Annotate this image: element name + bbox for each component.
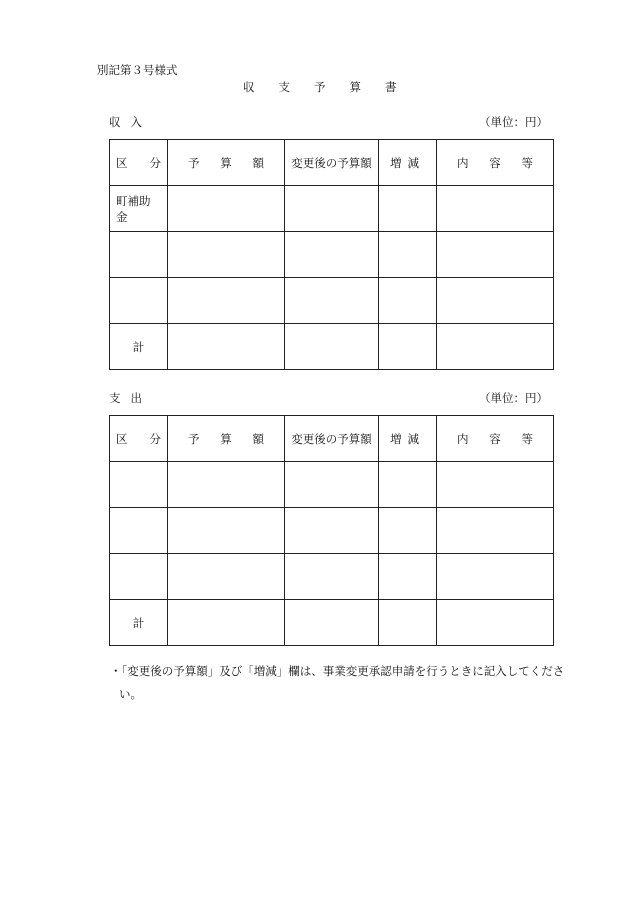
column-header-text: 内 容 等	[457, 155, 533, 170]
table-cell[interactable]	[285, 232, 379, 278]
column-header	[168, 416, 285, 462]
table-cell[interactable]	[379, 186, 437, 232]
income-table	[109, 139, 554, 370]
column-header-text: 内 容 等	[457, 431, 533, 446]
table-cell[interactable]	[437, 554, 554, 600]
table-row	[110, 462, 554, 508]
table-row	[110, 508, 554, 554]
table-cell[interactable]	[437, 278, 554, 324]
column-header	[437, 416, 554, 462]
table-row	[110, 232, 554, 278]
table-cell[interactable]	[110, 232, 168, 278]
column-header	[110, 416, 168, 462]
column-header	[437, 140, 554, 186]
table-cell[interactable]	[379, 508, 437, 554]
table-header-row	[110, 416, 554, 462]
table-cell[interactable]	[168, 508, 285, 554]
table-cell[interactable]	[110, 554, 168, 600]
table-cell[interactable]	[285, 462, 379, 508]
table-cell[interactable]	[168, 278, 285, 324]
table-cell[interactable]	[379, 554, 437, 600]
table-row	[110, 278, 554, 324]
document-title: 収支予算書	[243, 80, 421, 94]
form-number: 別記第３号様式	[97, 63, 178, 77]
table-row	[110, 186, 554, 232]
table-cell[interactable]	[285, 324, 379, 370]
table-cell[interactable]	[437, 600, 554, 646]
column-header-text: 変更後の予算額	[291, 155, 372, 170]
column-header-text: 増減	[390, 155, 425, 170]
column-header	[285, 416, 379, 462]
table-cell[interactable]: 町補助金	[110, 186, 168, 232]
table-cell[interactable]	[379, 324, 437, 370]
column-header-text: 予 算 額	[188, 431, 264, 446]
table-cell[interactable]	[379, 600, 437, 646]
expense-section-label: 支出	[109, 391, 152, 405]
column-header	[168, 140, 285, 186]
expense-unit-label: （単位：円）	[479, 391, 548, 405]
expense-table	[109, 415, 554, 646]
table-cell[interactable]	[285, 600, 379, 646]
table-cell[interactable]	[379, 232, 437, 278]
total-row	[110, 324, 554, 370]
column-header-text: 予 算 額	[188, 155, 264, 170]
column-header	[110, 140, 168, 186]
footnote-text: ・「変更後の予算額」及び「増減」欄は、事業変更承認申請を行うときに記入してください。	[110, 664, 565, 701]
table-cell[interactable]	[168, 186, 285, 232]
column-header-text: 変更後の予算額	[291, 431, 372, 446]
table-cell[interactable]	[168, 600, 285, 646]
table-cell[interactable]	[110, 462, 168, 508]
table-cell[interactable]	[285, 508, 379, 554]
table-cell[interactable]	[379, 462, 437, 508]
table-cell[interactable]	[168, 554, 285, 600]
total-label: 計	[110, 600, 168, 646]
table-cell[interactable]	[168, 462, 285, 508]
table-cell[interactable]	[168, 324, 285, 370]
column-header-text: 区 分	[116, 155, 161, 170]
table-cell[interactable]	[437, 186, 554, 232]
column-header-text: 増減	[390, 431, 425, 446]
table-cell[interactable]	[168, 232, 285, 278]
table-cell[interactable]	[285, 186, 379, 232]
table-cell[interactable]	[437, 324, 554, 370]
column-header	[379, 416, 437, 462]
income-unit-label: （単位：円）	[479, 115, 548, 129]
column-header	[379, 140, 437, 186]
table-row	[110, 554, 554, 600]
table-cell[interactable]	[110, 508, 168, 554]
column-header	[285, 140, 379, 186]
table-cell[interactable]	[110, 278, 168, 324]
table-cell[interactable]	[285, 278, 379, 324]
total-row	[110, 600, 554, 646]
table-header-row	[110, 140, 554, 186]
total-label: 計	[110, 324, 168, 370]
column-header-text: 区 分	[116, 431, 161, 446]
table-cell[interactable]	[285, 554, 379, 600]
table-cell[interactable]	[437, 232, 554, 278]
table-cell[interactable]	[437, 462, 554, 508]
table-cell[interactable]	[437, 508, 554, 554]
table-cell[interactable]	[379, 278, 437, 324]
footnote	[110, 660, 570, 706]
income-section-label: 収入	[109, 115, 152, 129]
